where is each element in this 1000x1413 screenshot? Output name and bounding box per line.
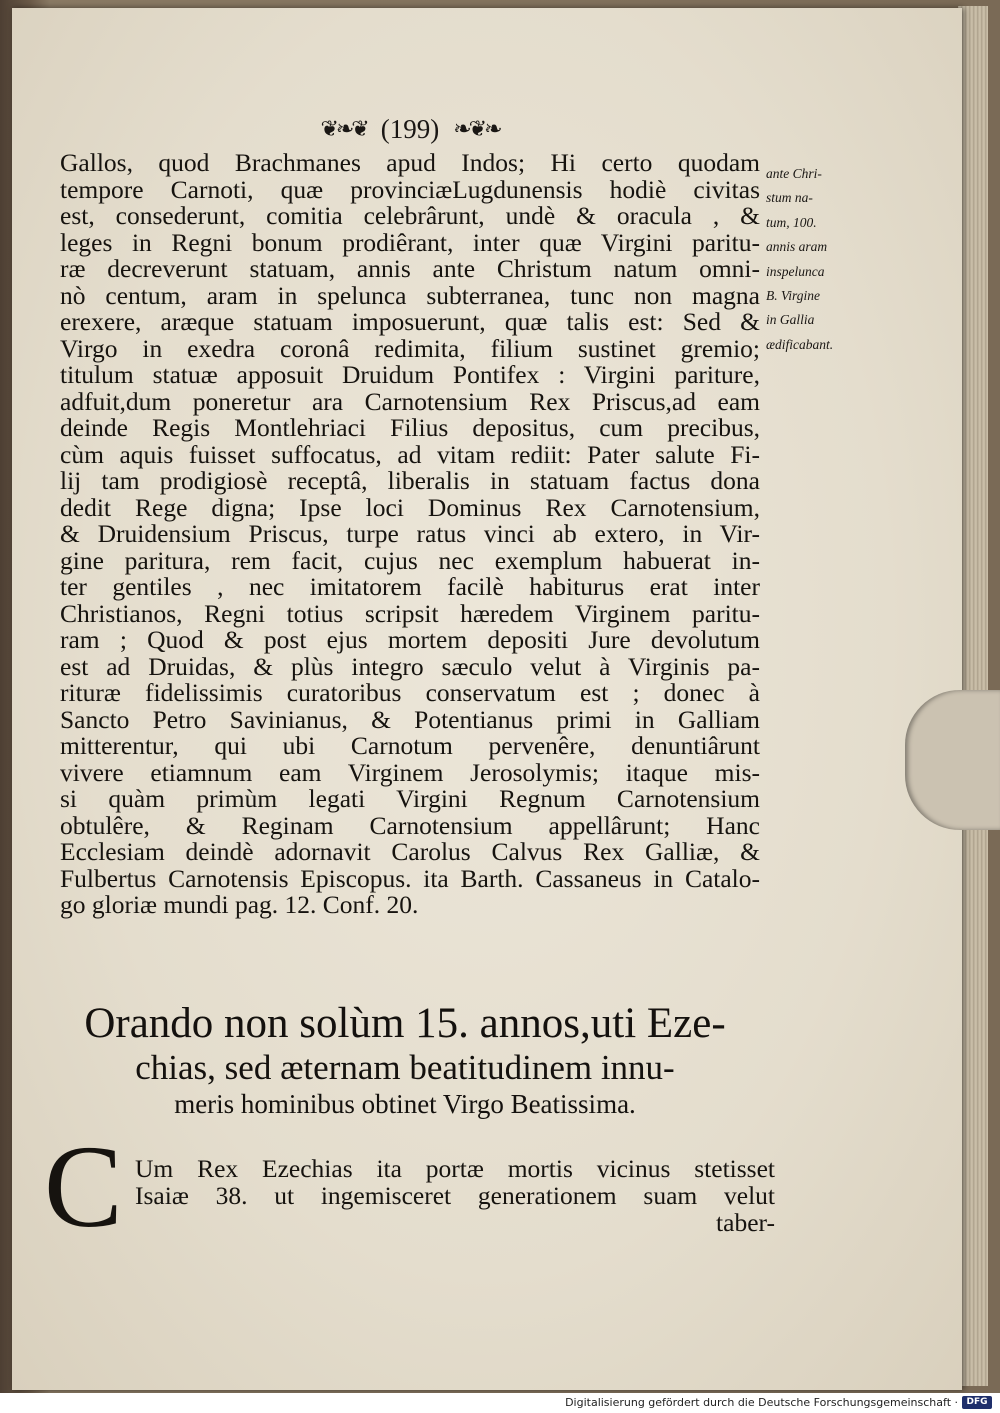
text-line: gine paritura, rem facit, cujus nec exemplum habuerat in- xyxy=(60,545,760,575)
catchword: taber- xyxy=(716,1208,775,1237)
text-line: & Druidensium Priscus, turpe ratus vinci ab extero, in Vir- xyxy=(60,519,760,548)
text-line: lij tam prodigiosè receptâ, liberalis in statuam factus dona xyxy=(60,466,760,495)
text-line: est, consederunt, comitia celebrârunt, undè & oracula , & xyxy=(60,201,760,230)
text-line: ter gentiles , nec imitatorem facilè habiturus erat inter xyxy=(60,572,760,601)
text-line: dedit Rege digna; Ipse loci Dominus Rex Carnotensium, xyxy=(60,492,760,522)
text-line: titulum statuæ apposuit Druidum Pontifex : Virgini pariture, xyxy=(60,360,760,389)
text-line: est ad Druidas, & plùs integro sæculo velut à Virginis pa- xyxy=(60,651,760,681)
text-line: cùm aquis fuisset suffocatus, ad vitam rediit: Pater salute Fi- xyxy=(60,439,760,469)
text-line: Christianos, Regni totius scripsit hæredem Virginem paritu- xyxy=(60,598,760,628)
text-line: nò centum, aram in spelunca subterranea, tunc non magna xyxy=(60,280,760,310)
text-line: vivere etiamnum eam Virginem Jerosolymis; itaque mis- xyxy=(60,757,760,787)
paragraph-2-line-1: Um Rex Ezechias ita portæ mortis vicinus stetisset xyxy=(135,1154,775,1183)
dfg-logo-icon: DFG xyxy=(962,1396,992,1409)
text-line: Virgo in exedra coronâ redimita, filium sustinet gremio; xyxy=(60,333,760,363)
text-line: rituræ fidelissimis curatoribus conservatum est ; donec à xyxy=(60,678,760,707)
paragraph-2 xyxy=(135,1155,775,1236)
marginal-note-line: annis aram xyxy=(766,239,828,255)
heading-line-3: meris hominibus obtinet Virgo Beatissima. xyxy=(174,1089,636,1119)
ornament-right-icon: ❧❦❧ xyxy=(453,116,500,141)
drop-cap: C xyxy=(44,1121,123,1252)
text-line: leges in Regni bonum prodiêrant, inter quæ Virgini paritu- xyxy=(60,227,760,257)
heading-line-2: chias, sed æternam beatitudinem innu- xyxy=(135,1048,675,1087)
text-line: ram ; Quod & post ejus mortem depositi Jure devolutum xyxy=(60,625,760,654)
marginal-note-line: in Gallia xyxy=(766,312,815,328)
paragraph-2-line-2: Isaiæ 38. ut ingemisceret generationem suam velut xyxy=(135,1181,775,1210)
page-header xyxy=(300,112,520,146)
marginal-note-line: stum na- xyxy=(766,190,813,206)
main-text-block xyxy=(60,150,760,919)
page-number: (199) xyxy=(380,113,440,144)
text-line: adfuit,dum poneretur ara Carnotensium Rex Priscus,ad eam xyxy=(60,386,760,416)
text-line: go gloriæ mundi pag. 12. Conf. 20. xyxy=(60,890,419,919)
text-line: tempore Carnoti, quæ provinciæLugdunensis hodiè civitas xyxy=(60,174,760,204)
page-tab-marker xyxy=(905,690,1000,830)
marginal-note-line: B. Virgine xyxy=(766,288,820,304)
heading-line-1: Orando non solùm 15. annos,uti Eze- xyxy=(84,1000,726,1047)
footer-credit: Digitalisierung gefördert durch die Deutsche Forschungsgemeinschaft · xyxy=(565,1396,958,1409)
text-line: si quàm primùm legati Virgini Regnum Carnotensium xyxy=(60,784,760,813)
text-line: erexere, aræque statuam imposuerunt, quæ talis est: Sed & xyxy=(60,307,760,336)
text-line: ræ decreverunt statuam, annis ante Christum natum omni- xyxy=(60,254,760,283)
text-line: deinde Regis Montlehriaci Filius depositus, cum precibus, xyxy=(60,413,760,442)
digitization-footer xyxy=(0,1393,1000,1413)
marginal-note-line: ædificabant. xyxy=(766,336,834,352)
text-line: Fulbertus Carnotensis Episcopus. ita Barth. Cassaneus in Catalo- xyxy=(60,863,760,893)
marginal-note-line: tum, 100. xyxy=(766,214,817,230)
text-line: obtulêre, & Reginam Carnotensium appellârunt; Hanc xyxy=(60,810,760,840)
marginal-note-line: inspelunca xyxy=(766,263,825,279)
ornament-left-icon: ❦❧❦ xyxy=(320,116,367,141)
section-heading xyxy=(55,1000,755,1120)
text-line: Gallos, quod Brachmanes apud Indos; Hi certo quodam xyxy=(60,148,760,177)
text-line: Sancto Petro Savinianus, & Potentianus primi in Galliam xyxy=(60,704,760,734)
text-line: Ecclesiam deindè adornavit Carolus Calvus Rex Galliæ, & xyxy=(60,837,760,866)
text-line: mitterentur, qui ubi Carnotum pervenêre, denuntiârunt xyxy=(60,731,760,760)
marginal-note-line: ante Chri- xyxy=(766,166,822,181)
marginal-note xyxy=(766,162,876,357)
